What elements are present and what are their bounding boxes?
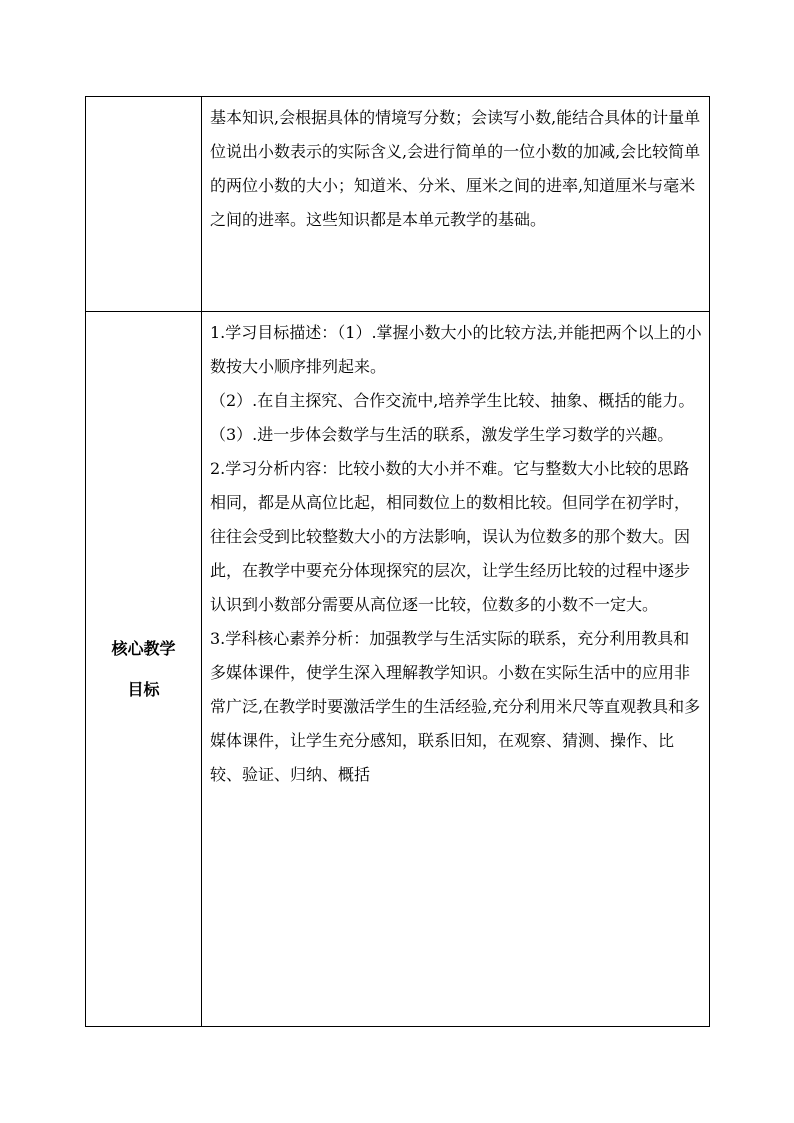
- row-label-core-objectives: [86, 628, 201, 710]
- learning-goal-2-paragraph: （2）.在自主探究、合作交流中,培养学生比较、抽象、概括的能力。: [210, 391, 695, 410]
- table-row-basic-knowledge: [86, 97, 710, 312]
- row-label-cell-core-objectives: [86, 312, 202, 1027]
- row-label-cell-empty: [86, 97, 202, 312]
- row-label-line-2: 目标: [127, 680, 160, 699]
- learning-goal-paragraph: 1.学习目标描述：（1）.掌握小数大小的比较方法,并能把两个以上的小数按大小顺序排列起来。: [210, 323, 702, 376]
- row-content-cell-basic-knowledge: [202, 97, 710, 312]
- content-paragraph: 基本知识,会根据具体的情境写分数；会读写小数,能结合具体的计量单位说出小数表示的实际含义,会进行简单的一位小数的加减,会比较简单的两位小数的大小；知道米、分米、厘米之间的进率,知道厘米与毫米之间的进率。这些知识都是本单元教学的基础。: [210, 108, 701, 229]
- table-row-core-objectives: [86, 312, 710, 1027]
- core-literacy-paragraph: 3.学科核心素养分析：加强教学与生活实际的联系，充分利用教具和多媒体课件，使学生深入理解教学知识。小数在实际生活中的应用非常广泛,在教学时要激活学生的生活经验,充分利用米尺等直观教具和多媒体课件，让学生充分感知，联系旧知，在观察、猜测、操作、比较、验证、归纳、概括: [210, 629, 701, 784]
- lesson-plan-table: [85, 96, 710, 1027]
- row-label-line-1: 核心教学: [111, 639, 176, 658]
- row-content-cell-core-objectives: [202, 312, 710, 1027]
- analysis-content-paragraph: 2.学习分析内容：比较小数的大小并不难。它与整数大小比较的思路相同，都是从高位比起，相同数位上的数相比较。但同学在初学时，往往会受到比较整数大小的方法影响，误认为位数多的那个数大。因此，在教学中要充分体现探究的层次，让学生经历比较的过程中逐步认识到小数部分需要从高位逐一比较，位数多的小数不一定大。: [210, 459, 691, 614]
- learning-goal-3-paragraph: （3）.进一步体会数学与生活的联系，激发学生学习数学的兴趣。: [210, 425, 674, 444]
